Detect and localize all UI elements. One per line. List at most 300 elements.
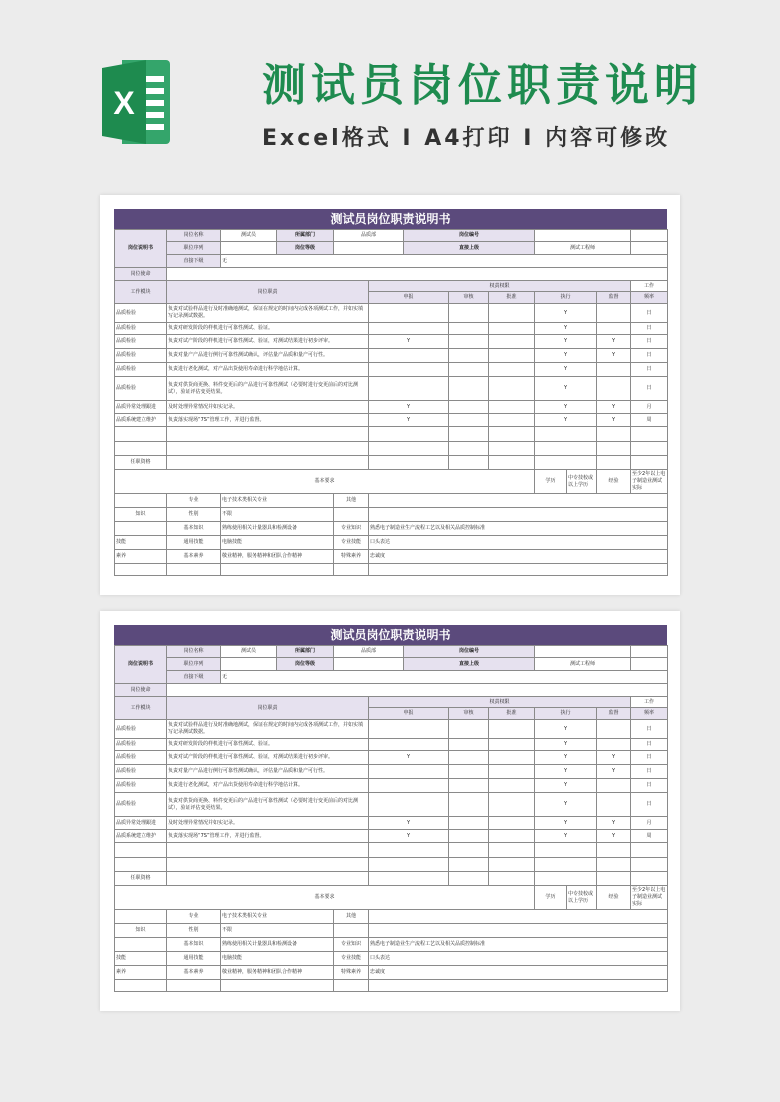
mark-approve[interactable]: [489, 323, 535, 335]
mark-approve[interactable]: [489, 335, 535, 349]
mark-declare[interactable]: Y: [369, 751, 449, 765]
mark-execute[interactable]: Y: [535, 793, 597, 817]
cell-blank[interactable]: [369, 980, 668, 992]
auth-col-approve: 批准: [489, 708, 535, 720]
duty-row: [115, 335, 668, 349]
mark-declare[interactable]: [369, 765, 449, 779]
mark-declare[interactable]: [369, 720, 449, 739]
mark-supervise[interactable]: [597, 377, 631, 401]
mark-approve[interactable]: [489, 765, 535, 779]
auth-col-frequency: 频率: [631, 708, 668, 720]
education-value[interactable]: 中专技校或以上学历: [567, 886, 597, 910]
general-skill-value[interactable]: 电脑技能: [221, 952, 334, 966]
mark-execute[interactable]: Y: [535, 751, 597, 765]
mark-frequency[interactable]: 日: [631, 779, 668, 793]
mark-declare[interactable]: [369, 323, 449, 335]
mark-declare[interactable]: [369, 304, 449, 323]
cell-blank[interactable]: [597, 456, 631, 470]
cell-blank[interactable]: [167, 564, 221, 576]
work-header: 工作: [631, 697, 668, 708]
experience-value[interactable]: 至少2年以上电子制造业测试实际: [631, 886, 668, 910]
skills-label: 技能: [115, 536, 167, 550]
mark-review[interactable]: [449, 817, 489, 830]
mark-review[interactable]: [449, 414, 489, 427]
sequence-value[interactable]: [221, 242, 277, 255]
mark-execute[interactable]: Y: [535, 720, 597, 739]
experience-value[interactable]: 至少2年以上电子制造业测试实际: [631, 470, 668, 494]
mark-review[interactable]: [449, 335, 489, 349]
cell-blank[interactable]: [334, 980, 369, 992]
cell-blank[interactable]: [535, 872, 597, 886]
duty-module[interactable]: 品质异常处理跟进: [115, 401, 167, 414]
mark-supervise[interactable]: [597, 323, 631, 335]
duty-module[interactable]: 品质系统建立维护: [115, 830, 167, 843]
cell-blank[interactable]: [221, 564, 334, 576]
job-no-value[interactable]: [535, 646, 631, 658]
mark-declare[interactable]: [369, 363, 449, 377]
cell-blank[interactable]: [535, 456, 597, 470]
knowledge-label: 知识: [115, 508, 167, 522]
cell-blank[interactable]: [631, 442, 668, 456]
cell-blank[interactable]: [334, 924, 369, 938]
pro-knowledge-value[interactable]: 熟悉电子制造业生产流程工艺以及相关品质控制标准: [369, 938, 668, 952]
duty-text[interactable]: 及时处理异常情况并如实记录。: [167, 817, 369, 830]
mark-approve[interactable]: [489, 377, 535, 401]
grade-label: 岗位等级: [277, 242, 334, 255]
mark-supervise[interactable]: Y: [597, 349, 631, 363]
mark-review[interactable]: [449, 793, 489, 817]
cell-blank[interactable]: [631, 843, 668, 858]
mark-declare[interactable]: [369, 377, 449, 401]
purpose-label: 岗位使命: [115, 684, 167, 697]
cell-blank[interactable]: [115, 980, 167, 992]
duty-row: [115, 765, 668, 779]
cell-blank[interactable]: [597, 872, 631, 886]
gender-label: 性别: [167, 924, 221, 938]
duty-module[interactable]: 品质检验: [115, 323, 167, 335]
mark-review[interactable]: [449, 765, 489, 779]
cell-blank[interactable]: [115, 843, 167, 858]
auth-col-supervise: 监督: [597, 292, 631, 304]
section-label: 岗位说明书: [115, 230, 167, 268]
cell-blank[interactable]: [369, 872, 449, 886]
duty-module[interactable]: 品质检验: [115, 720, 167, 739]
duty-module[interactable]: 品质检验: [115, 751, 167, 765]
mark-frequency[interactable]: 日: [631, 363, 668, 377]
pro-skill-value[interactable]: 口头表达: [369, 536, 668, 550]
mark-review[interactable]: [449, 751, 489, 765]
job-no-value[interactable]: [535, 230, 631, 242]
mark-declare[interactable]: [369, 793, 449, 817]
cell-blank[interactable]: [167, 843, 369, 858]
duty-text[interactable]: 及时处理异常情况并如实记录。: [167, 401, 369, 414]
cell-blank[interactable]: [535, 858, 597, 872]
mark-supervise[interactable]: [597, 363, 631, 377]
mark-review[interactable]: [449, 377, 489, 401]
cell-blank[interactable]: [489, 872, 535, 886]
education-label: 学历: [535, 886, 567, 910]
cell-blank[interactable]: [369, 843, 449, 858]
mark-execute[interactable]: Y: [535, 817, 597, 830]
mark-execute[interactable]: Y: [535, 335, 597, 349]
duties-header: 岗位职责: [167, 281, 369, 304]
mark-review[interactable]: [449, 401, 489, 414]
mark-frequency[interactable]: 日: [631, 751, 668, 765]
gender-value[interactable]: 不限: [221, 924, 334, 938]
mark-execute[interactable]: Y: [535, 304, 597, 323]
mark-execute[interactable]: Y: [535, 363, 597, 377]
mark-approve[interactable]: [489, 739, 535, 751]
work-header: 工作: [631, 281, 668, 292]
mark-frequency[interactable]: 月: [631, 401, 668, 414]
cell-blank[interactable]: [631, 242, 668, 255]
basic-knowledge-value[interactable]: 熟练使用相关计量器具和检测设备: [221, 522, 334, 536]
mark-supervise[interactable]: Y: [597, 751, 631, 765]
pro-skill-value[interactable]: 口头表达: [369, 952, 668, 966]
job-info-table: [114, 229, 668, 576]
mark-supervise[interactable]: [597, 720, 631, 739]
superior-value[interactable]: 测试工程师: [535, 242, 631, 255]
section-label: 岗位说明书: [115, 646, 167, 684]
mark-review[interactable]: [449, 779, 489, 793]
basic-req-label: 基本要求: [115, 886, 535, 910]
mark-review[interactable]: [449, 349, 489, 363]
department-value[interactable]: 品质部: [334, 230, 404, 242]
other-value[interactable]: [369, 910, 668, 924]
cell-blank[interactable]: [489, 858, 535, 872]
duty-text[interactable]: 负责对量产产品进行例行可靠性测试确认，评估量产品质和量产可行性。: [167, 349, 369, 363]
mark-execute[interactable]: Y: [535, 323, 597, 335]
major-label: 专业: [167, 910, 221, 924]
mark-declare[interactable]: Y: [369, 401, 449, 414]
major-value[interactable]: 电子技术类相关专业: [221, 910, 334, 924]
mark-frequency[interactable]: 月: [631, 817, 668, 830]
mark-declare[interactable]: [369, 779, 449, 793]
superior-label: 直接上级: [404, 242, 535, 255]
mark-review[interactable]: [449, 323, 489, 335]
mark-execute[interactable]: Y: [535, 349, 597, 363]
auth-col-execute: 执行: [535, 708, 597, 720]
cell-blank[interactable]: [115, 427, 167, 442]
cell-blank[interactable]: [535, 442, 597, 456]
mark-frequency[interactable]: 日: [631, 739, 668, 751]
cell-blank[interactable]: [167, 442, 369, 456]
mark-supervise[interactable]: Y: [597, 765, 631, 779]
mark-execute[interactable]: Y: [535, 401, 597, 414]
mark-approve[interactable]: [489, 401, 535, 414]
duty-text[interactable]: 负责对研发阶段的样机进行可靠性测试、验证。: [167, 739, 369, 751]
job-name-value[interactable]: 测试员: [221, 230, 277, 242]
mark-execute[interactable]: Y: [535, 414, 597, 427]
auth-col-review: 审核: [449, 292, 489, 304]
job-name-label: 岗位名称: [167, 646, 221, 658]
education-value[interactable]: 中专技校或以上学历: [567, 470, 597, 494]
mark-declare[interactable]: Y: [369, 830, 449, 843]
grade-value[interactable]: [334, 242, 404, 255]
cell-blank[interactable]: [369, 858, 449, 872]
job-description-form: [114, 209, 667, 576]
special-quality-label: 特殊素养: [334, 966, 369, 980]
mark-review[interactable]: [449, 363, 489, 377]
quality-label: 素养: [115, 966, 167, 980]
duty-module[interactable]: 品质检验: [115, 765, 167, 779]
pro-knowledge-label: 专业知识: [334, 938, 369, 952]
duty-text[interactable]: 负责落实现场“7S”管理工作，并进行监督。: [167, 414, 369, 427]
duty-row: [115, 751, 668, 765]
cell-blank[interactable]: [115, 564, 167, 576]
cell-blank[interactable]: [334, 508, 369, 522]
mark-review[interactable]: [449, 830, 489, 843]
mark-execute[interactable]: Y: [535, 830, 597, 843]
mark-frequency[interactable]: 日: [631, 377, 668, 401]
cell-blank[interactable]: [334, 564, 369, 576]
cell-blank[interactable]: [631, 858, 668, 872]
duty-module[interactable]: 品质检验: [115, 779, 167, 793]
experience-label: 经验: [597, 886, 631, 910]
duty-module[interactable]: 品质检验: [115, 377, 167, 401]
duty-text[interactable]: 负责对供货商更换、料件变更后的产品进行可靠性测试（必要时进行变更前后的对比测试），验证评估变更结果。: [167, 377, 369, 401]
gender-value[interactable]: 不限: [221, 508, 334, 522]
mark-approve[interactable]: [489, 414, 535, 427]
cell-blank[interactable]: [489, 442, 535, 456]
cell-blank[interactable]: [221, 980, 334, 992]
duty-row: [115, 720, 668, 739]
excel-logo-icon: [100, 56, 172, 148]
cell-blank[interactable]: [631, 427, 668, 442]
cell-blank[interactable]: [449, 858, 489, 872]
mark-supervise[interactable]: [597, 739, 631, 751]
svg-text:X: X: [113, 85, 135, 121]
cell-blank[interactable]: [369, 442, 449, 456]
mark-declare[interactable]: Y: [369, 335, 449, 349]
mark-frequency[interactable]: 周: [631, 414, 668, 427]
duty-text[interactable]: 负责进行老化测试，对产品出货使用寿命进行科学地估计算。: [167, 363, 369, 377]
mark-review[interactable]: [449, 304, 489, 323]
mark-execute[interactable]: Y: [535, 779, 597, 793]
form-title: 测试员岗位职责说明书: [114, 625, 667, 645]
cell-blank[interactable]: [535, 843, 597, 858]
basic-quality-label: 基本素养: [167, 966, 221, 980]
mark-frequency[interactable]: 日: [631, 335, 668, 349]
mark-frequency[interactable]: 周: [631, 830, 668, 843]
mark-approve[interactable]: [489, 363, 535, 377]
cell-blank[interactable]: [449, 442, 489, 456]
sequence-value[interactable]: [221, 658, 277, 671]
duty-row: [115, 377, 668, 401]
job-no-label: 岗位编号: [404, 230, 535, 242]
cell-blank[interactable]: [631, 646, 668, 658]
mark-execute[interactable]: Y: [535, 765, 597, 779]
duty-text[interactable]: 负责对试产阶段的样机进行可靠性测试、验证，对测试结果进行初步评审。: [167, 751, 369, 765]
cell-blank[interactable]: [597, 427, 631, 442]
purpose-value[interactable]: [167, 268, 668, 281]
cell-blank[interactable]: [489, 456, 535, 470]
cell-blank[interactable]: [115, 938, 167, 952]
cell-blank[interactable]: [115, 494, 167, 508]
cell-blank[interactable]: [115, 442, 167, 456]
cell-blank[interactable]: [369, 427, 449, 442]
special-quality-value[interactable]: 忠诚度: [369, 966, 668, 980]
mark-supervise[interactable]: Y: [597, 830, 631, 843]
special-quality-value[interactable]: 忠诚度: [369, 550, 668, 564]
pro-knowledge-value[interactable]: 熟悉电子制造业生产流程工艺以及相关品质控制标准: [369, 522, 668, 536]
duty-text[interactable]: 负责落实现场“7S”管理工作，并进行监督。: [167, 830, 369, 843]
duty-text[interactable]: 负责对研发阶段的样机进行可靠性测试、验证。: [167, 323, 369, 335]
duty-module[interactable]: 品质异常处理跟进: [115, 817, 167, 830]
duty-module[interactable]: 品质检验: [115, 335, 167, 349]
mark-frequency[interactable]: 日: [631, 349, 668, 363]
mark-declare[interactable]: [369, 739, 449, 751]
duty-module[interactable]: 品质系统建立维护: [115, 414, 167, 427]
mark-approve[interactable]: [489, 720, 535, 739]
mark-supervise[interactable]: Y: [597, 817, 631, 830]
cell-blank[interactable]: [489, 427, 535, 442]
skills-label: 技能: [115, 952, 167, 966]
cell-blank[interactable]: [597, 858, 631, 872]
purpose-label: 岗位使命: [115, 268, 167, 281]
basic-quality-value[interactable]: 敬业精神，服务精神和团队合作精神: [221, 966, 334, 980]
basic-quality-value[interactable]: 敬业精神，服务精神和团队合作精神: [221, 550, 334, 564]
mark-approve[interactable]: [489, 817, 535, 830]
form-page-2: [100, 611, 680, 1011]
mark-frequency[interactable]: 日: [631, 304, 668, 323]
cell-blank[interactable]: [115, 522, 167, 536]
cell-blank[interactable]: [115, 910, 167, 924]
duty-text[interactable]: 负责对试验样品进行及时准确地测试，保证在规定的时间内完成各项测试工作，并如实填写记录测试数据。: [167, 304, 369, 323]
other-value[interactable]: [369, 494, 668, 508]
page-subtitle: Excel格式 I A4打印 I 内容可修改: [262, 126, 671, 151]
cell-blank[interactable]: [369, 456, 449, 470]
mark-declare[interactable]: [369, 349, 449, 363]
subordinate-value[interactable]: 无: [221, 255, 668, 268]
cell-blank[interactable]: [489, 843, 535, 858]
mark-approve[interactable]: [489, 304, 535, 323]
basic-knowledge-value[interactable]: 熟练使用相关计量器具和检测设备: [221, 938, 334, 952]
mark-approve[interactable]: [489, 830, 535, 843]
major-value[interactable]: 电子技术类相关专业: [221, 494, 334, 508]
duty-row: [115, 349, 668, 363]
duty-row: [115, 817, 668, 830]
mark-supervise[interactable]: Y: [597, 401, 631, 414]
cell-blank[interactable]: [167, 427, 369, 442]
duty-text[interactable]: 负责对量产产品进行例行可靠性测试确认，评估量产品质和量产可行性。: [167, 765, 369, 779]
job-name-value[interactable]: 测试员: [221, 646, 277, 658]
department-label: 所属部门: [277, 646, 334, 658]
mark-supervise[interactable]: Y: [597, 414, 631, 427]
mark-execute[interactable]: Y: [535, 377, 597, 401]
cell-blank[interactable]: [597, 442, 631, 456]
experience-label: 经验: [597, 470, 631, 494]
purpose-value[interactable]: [167, 684, 668, 697]
mark-approve[interactable]: [489, 751, 535, 765]
grade-label: 岗位等级: [277, 658, 334, 671]
mark-supervise[interactable]: Y: [597, 335, 631, 349]
mark-frequency[interactable]: 日: [631, 793, 668, 817]
grade-value[interactable]: [334, 658, 404, 671]
duty-module[interactable]: 品质检验: [115, 793, 167, 817]
module-header: 工作模块: [115, 697, 167, 720]
cell-blank[interactable]: [449, 456, 489, 470]
auth-col-execute: 执行: [535, 292, 597, 304]
pro-skill-label: 专业技能: [334, 952, 369, 966]
cell-blank[interactable]: [449, 843, 489, 858]
general-skill-value[interactable]: 电脑技能: [221, 536, 334, 550]
pro-skill-label: 专业技能: [334, 536, 369, 550]
duty-module[interactable]: 品质检验: [115, 363, 167, 377]
mark-approve[interactable]: [489, 793, 535, 817]
cell-blank[interactable]: [167, 456, 369, 470]
cell-blank[interactable]: [631, 872, 668, 886]
basic-knowledge-label: 基本知识: [167, 522, 221, 536]
cell-blank[interactable]: [597, 843, 631, 858]
subordinate-label: 直接下级: [167, 255, 221, 268]
mark-review[interactable]: [449, 739, 489, 751]
duty-module[interactable]: 品质检验: [115, 349, 167, 363]
duty-row: [115, 363, 668, 377]
cell-blank[interactable]: [449, 872, 489, 886]
other-label: 其他: [334, 494, 369, 508]
cell-blank[interactable]: [631, 456, 668, 470]
mark-execute[interactable]: Y: [535, 739, 597, 751]
duty-module[interactable]: 品质检验: [115, 304, 167, 323]
duty-row: [115, 414, 668, 427]
cell-blank[interactable]: [167, 980, 221, 992]
mark-frequency[interactable]: 日: [631, 765, 668, 779]
subordinate-label: 直接下级: [167, 671, 221, 684]
cell-blank[interactable]: [535, 427, 597, 442]
mark-review[interactable]: [449, 720, 489, 739]
mark-frequency[interactable]: 日: [631, 720, 668, 739]
department-label: 所属部门: [277, 230, 334, 242]
duty-row: [115, 830, 668, 843]
cell-blank[interactable]: [369, 564, 668, 576]
cell-blank[interactable]: [369, 924, 668, 938]
duty-text[interactable]: 负责对试验样品进行及时准确地测试，保证在规定的时间内完成各项测试工作，并如实填写记录测试数据。: [167, 720, 369, 739]
cell-blank[interactable]: [631, 658, 668, 671]
cell-blank[interactable]: [167, 872, 369, 886]
cell-blank[interactable]: [449, 427, 489, 442]
mark-supervise[interactable]: [597, 304, 631, 323]
cell-blank[interactable]: [631, 230, 668, 242]
mark-declare[interactable]: Y: [369, 414, 449, 427]
superior-value[interactable]: 测试工程师: [535, 658, 631, 671]
mark-approve[interactable]: [489, 349, 535, 363]
cell-blank[interactable]: [369, 508, 668, 522]
pro-knowledge-label: 专业知识: [334, 522, 369, 536]
job-name-label: 岗位名称: [167, 230, 221, 242]
duty-text[interactable]: 负责对试产阶段的样机进行可靠性测试、验证，对测试结果进行初步评审。: [167, 335, 369, 349]
mark-supervise[interactable]: [597, 779, 631, 793]
mark-declare[interactable]: Y: [369, 817, 449, 830]
duty-module[interactable]: 品质检验: [115, 739, 167, 751]
duty-row: [115, 779, 668, 793]
duty-row: [115, 323, 668, 335]
form-title: 测试员岗位职责说明书: [114, 209, 667, 229]
mark-approve[interactable]: [489, 779, 535, 793]
mark-frequency[interactable]: 日: [631, 323, 668, 335]
auth-col-frequency: 频率: [631, 292, 668, 304]
department-value[interactable]: 品质部: [334, 646, 404, 658]
duty-text[interactable]: 负责进行老化测试，对产品出货使用寿命进行科学地估计算。: [167, 779, 369, 793]
cell-blank[interactable]: [167, 858, 369, 872]
auth-col-approve: 批准: [489, 292, 535, 304]
qualification-label: 任职资格: [115, 872, 167, 886]
duty-text[interactable]: 负责对供货商更换、料件变更后的产品进行可靠性测试（必要时进行变更前后的对比测试），验证评估变更结果。: [167, 793, 369, 817]
auth-col-review: 审核: [449, 708, 489, 720]
subordinate-value[interactable]: 无: [221, 671, 668, 684]
mark-supervise[interactable]: [597, 793, 631, 817]
cell-blank[interactable]: [115, 858, 167, 872]
